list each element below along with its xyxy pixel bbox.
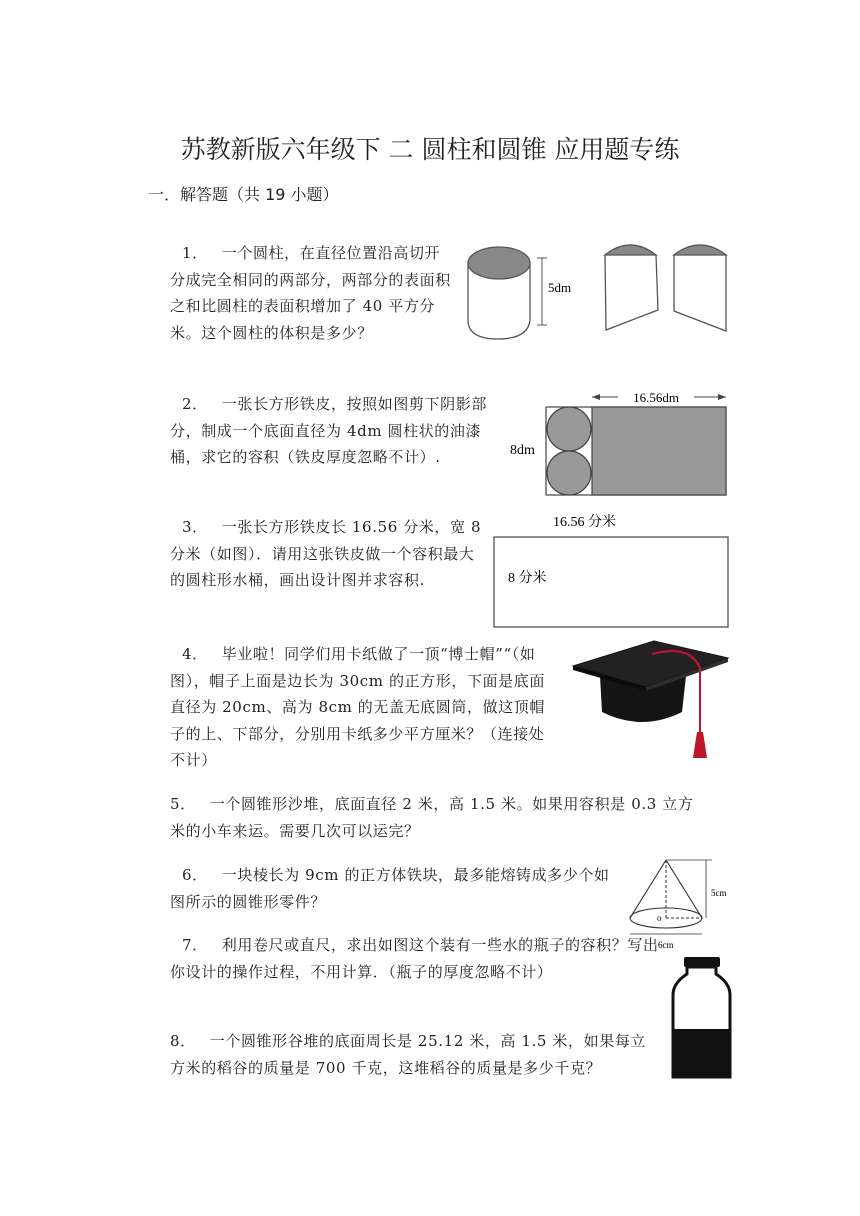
width-label: 8 分米 [508,571,547,586]
question-4 [170,641,558,774]
question-text: 一张长方形铁皮长 16.56 分米，宽 8 分米（如图）．请用这张铁皮做一个容积最大的圆柱形水桶，画出设计图并求容积. [170,518,482,589]
question-number: 5． [170,795,196,813]
height-label: 5dm [548,280,572,295]
height-label: 5cm [711,888,727,898]
question-text: 一张长方形铁皮，按照如图剪下阴影部分，制成一个底面直径为 4dm 圆柱状的油漆桶，求它的容积（铁皮厚度忽略不计）. [170,395,487,466]
section-heading: 一．解答题（共 19 小题） [148,185,339,204]
question-number: 1． [182,244,208,262]
question-text: 一个圆柱，在直径位置沿高切开分成完全相同的两部分，两部分的表面积之和比圆柱的表面积增加了 40 平方分米。这个圆柱的体积是多少？ [170,244,451,342]
question-text: 一个圆锥形谷堆的底面周长是 25.12 米，高 1.5 米，如果每立方米的稻谷的质量是 700 千克，这堆稻谷的质量是多少千克？ [170,1032,647,1077]
question-number: 2． [182,395,208,413]
bottle-figure [668,955,734,1081]
question-2 [170,391,500,471]
question-5 [170,791,700,844]
question-text: 一个圆锥形沙堆，底面直径 2 米，高 1.5 米。如果用容积是 0.3 立方米的小车来运。需要几次可以运完？ [170,795,694,840]
question-1 [170,240,452,346]
question-6 [170,862,620,915]
question-8 [170,1028,660,1081]
length-label: 16.56dm [633,390,679,405]
question-text: 利用卷尺或直尺，求出如图这个装有一些水的瓶子的容积？写出你设计的操作过程，不用计算．（瓶子的厚度忽略不计） [170,936,659,981]
question-number: 3． [182,518,208,536]
question-number: 6． [182,866,208,884]
center-label: o [657,913,662,923]
question-text: 一块棱长为 9cm 的正方体铁块，最多能熔铸成多少个如图所示的圆锥形零件？ [170,866,610,911]
diameter-label: 6cm [658,940,674,950]
question-number: 4． [182,645,208,663]
question-7 [170,932,660,985]
cylinder-figure [460,235,745,345]
page-title: 苏教新版六年级下 二 圆柱和圆锥 应用题专练 [180,135,680,164]
length-label: 16.56 分米 [553,515,616,530]
question-text: 毕业啦！同学们用卡纸做了一顶“博士帽”“（如图），帽子上面是边长为 30cm 的正方形，下面是底面直径为 20cm、高为 8cm 的无盖无底圆筒，做这顶帽子的上、下部分，分别用卡纸多少平方厘米？（连接处不计） [170,645,545,769]
sheet-cut-figure [508,386,733,501]
graduation-cap-figure [570,632,732,762]
sheet-figure [492,508,732,632]
question-number: 7． [182,936,208,954]
question-3 [170,514,482,594]
question-number: 8． [170,1032,196,1050]
width-label: 8dm [510,443,535,458]
